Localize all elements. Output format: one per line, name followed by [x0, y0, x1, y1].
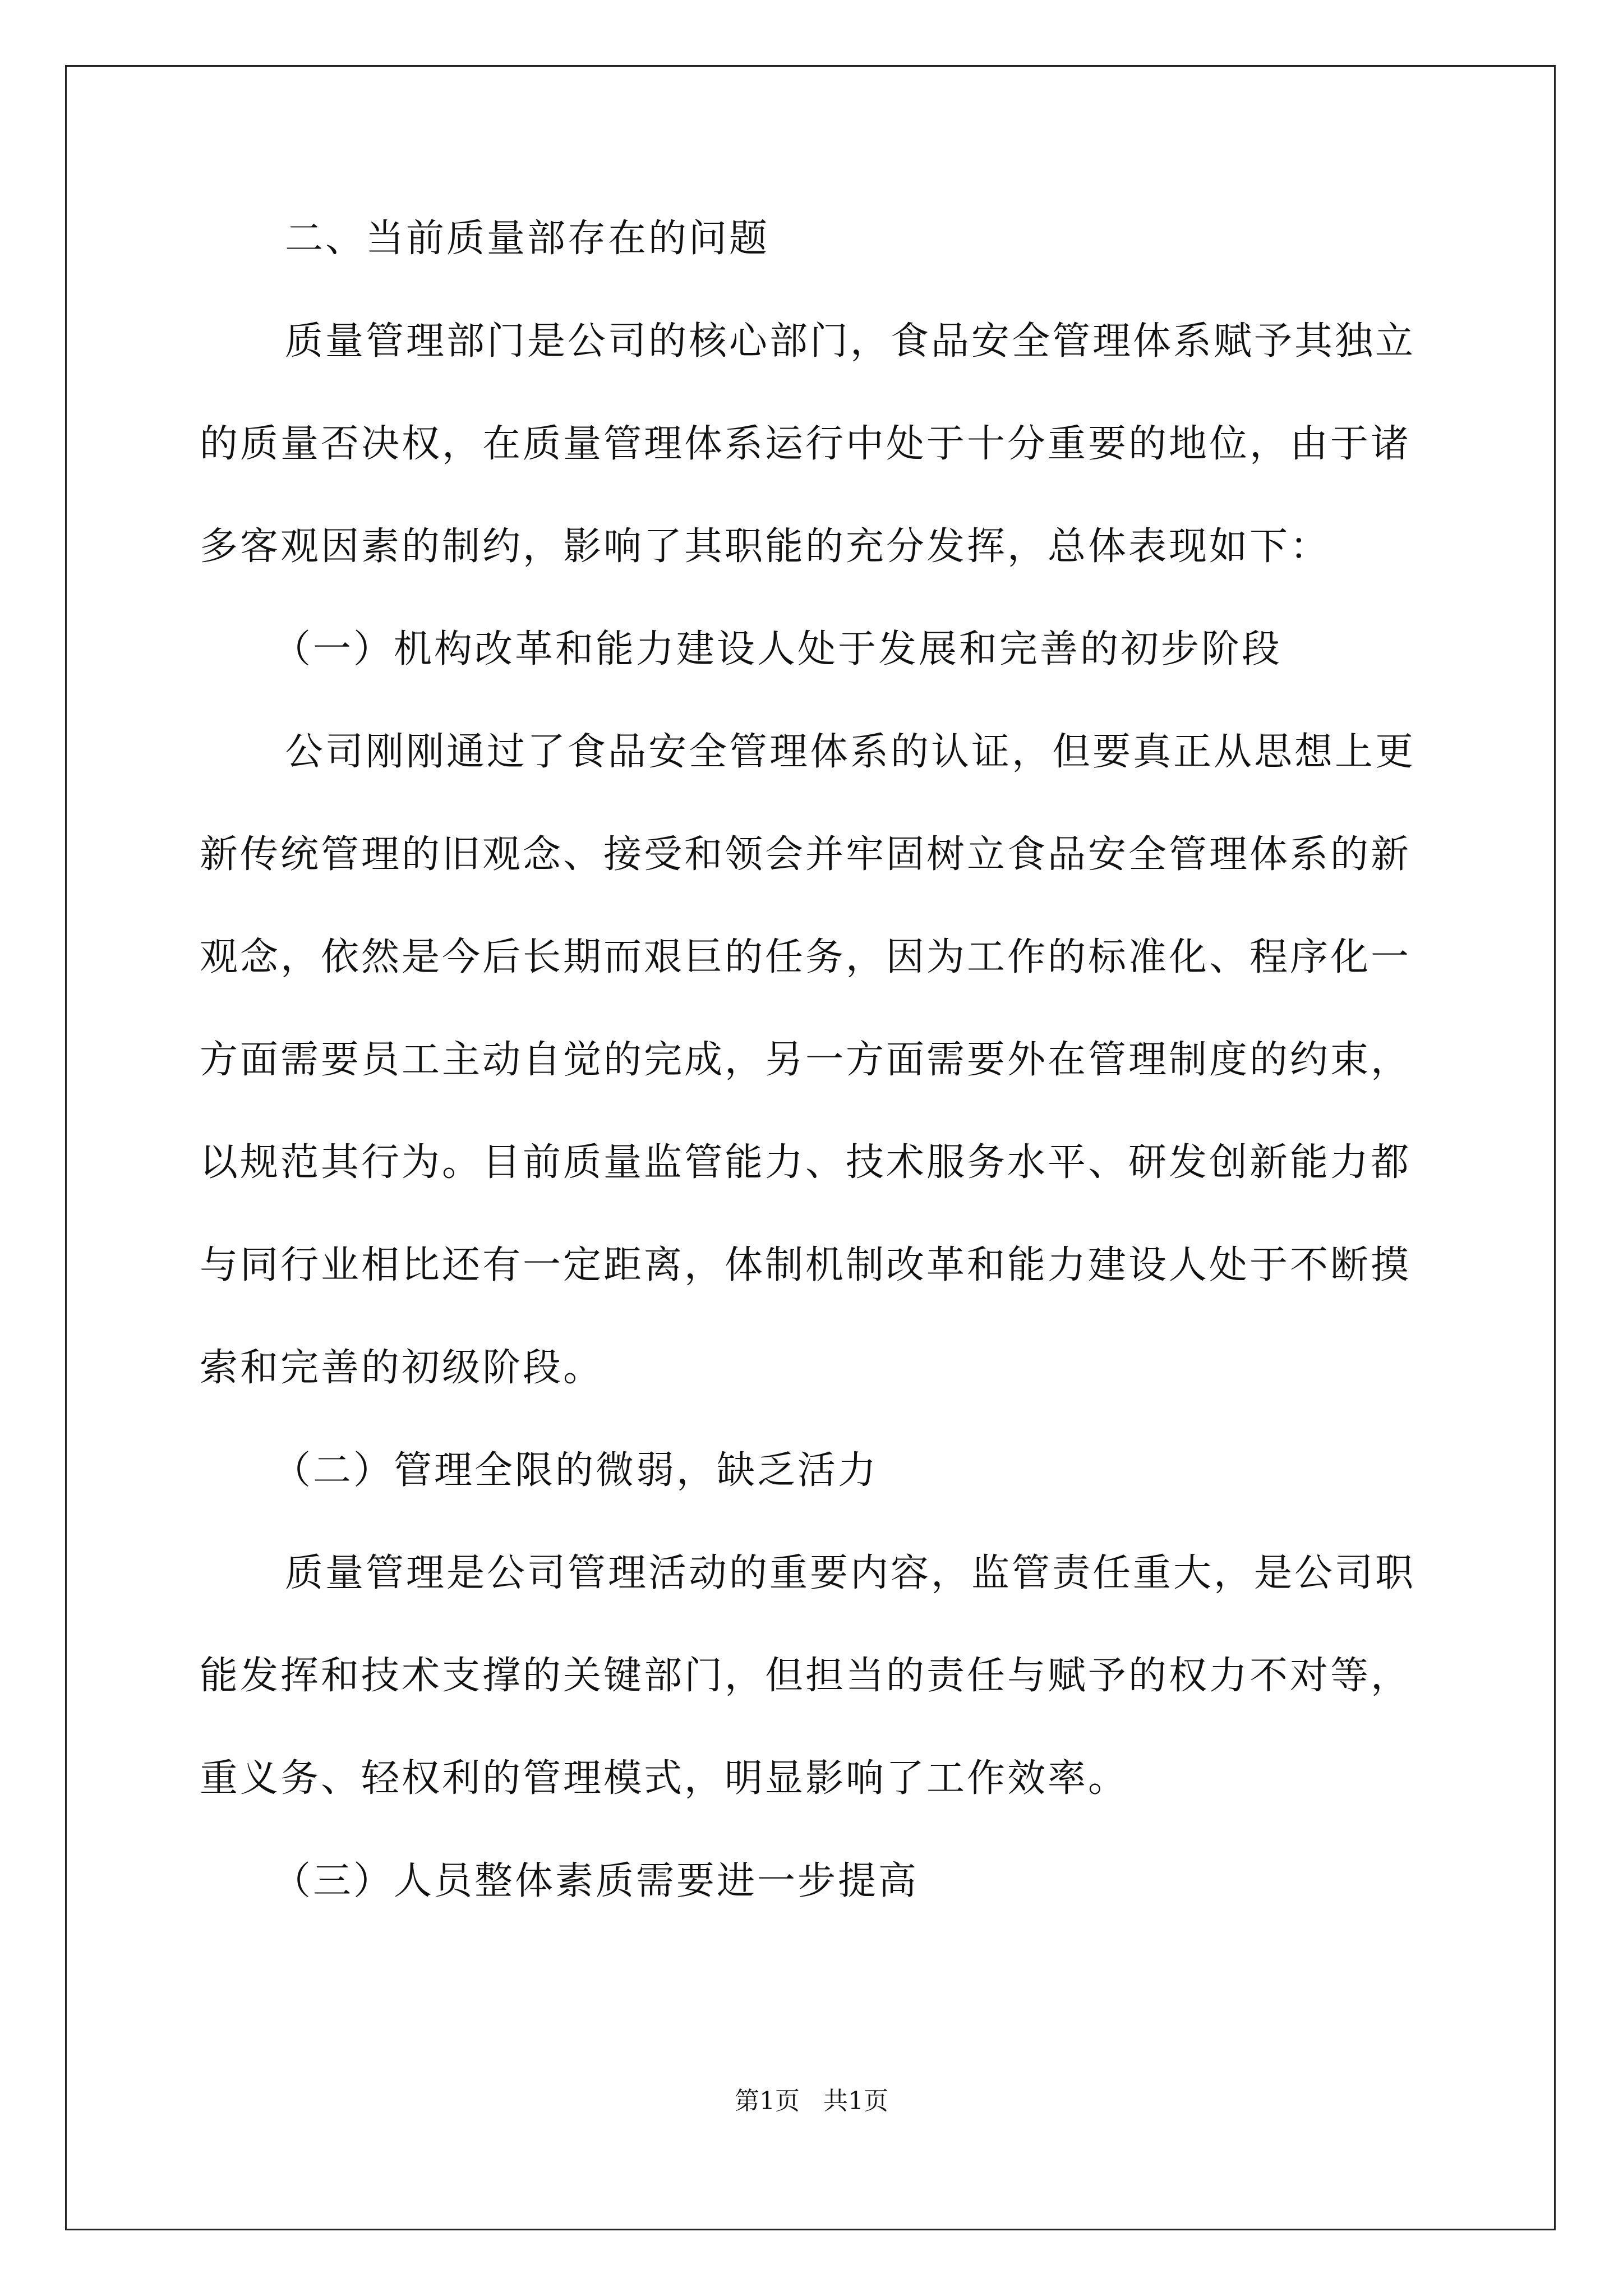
subheading: （二）管理全限的微弱，缺乏活力 — [273, 1448, 879, 1493]
paragraph-line: 观念，依然是今后长期而艰巨的任务，因为工作的标准化、程序化一 — [200, 935, 1412, 979]
page-footer — [0, 2086, 1623, 2117]
paragraph-line: 新传统管理的旧观念、接受和领会并牢固树立食品安全管理体系的新 — [200, 832, 1412, 877]
paragraph-line: 质量管理部门是公司的核心部门，食品安全管理体系赋予其独立 — [285, 319, 1416, 364]
subheading: （一）机构改革和能力建设人处于发展和完善的初步阶段 — [273, 627, 1283, 671]
paragraph-line: 以规范其行为。目前质量监管能力、技术服务水平、研发创新能力都 — [200, 1140, 1412, 1185]
paragraph-line: 公司刚刚通过了食品安全管理体系的认证，但要真正从思想上更 — [285, 730, 1416, 774]
paragraph-line: 索和完善的初级阶段。 — [200, 1346, 604, 1390]
paragraph-line: 重义务、轻权利的管理模式，明显影响了工作效率。 — [200, 1756, 1129, 1801]
paragraph-line: 的质量否决权，在质量管理体系运行中处于十分重要的地位，由于诸 — [200, 422, 1412, 466]
paragraph-line: 方面需要员工主动自觉的完成，另一方面需要外在管理制度的约束， — [200, 1038, 1412, 1082]
paragraph-line: 与同行业相比还有一定距离，体制机制改革和能力建设人处于不断摸 — [200, 1243, 1412, 1287]
paragraph-line: 能发挥和技术支撑的关键部门，但担当的责任与赋予的权力不对等， — [200, 1654, 1412, 1698]
page-total: 共1页 — [823, 2087, 888, 2115]
page-number: 第1页 — [735, 2087, 800, 2115]
paragraph-line: 多客观因素的制约，影响了其职能的充分发挥，总体表现如下： — [200, 524, 1331, 569]
subheading: （三）人员整体素质需要进一步提高 — [273, 1859, 919, 1903]
paragraph-line: 质量管理是公司管理活动的重要内容，监管责任重大，是公司职 — [285, 1551, 1416, 1595]
section-title: 二、当前质量部存在的问题 — [285, 217, 770, 261]
